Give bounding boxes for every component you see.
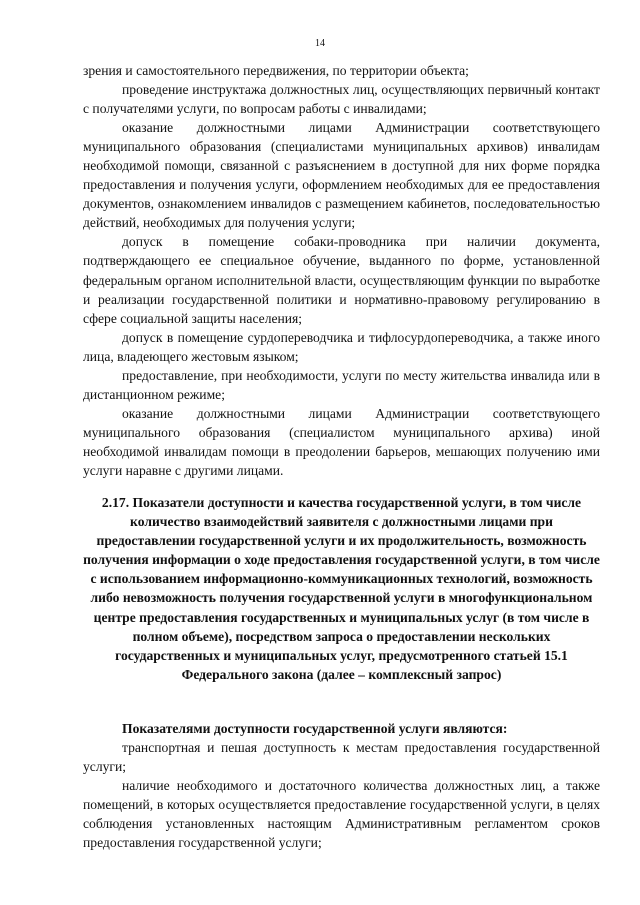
paragraph: допуск в помещение собаки-проводника при наличии документа, подтверждающего ее специальное обучение, выданного по форме, установленной федеральным органом исполнительной власти, осуществляющим функции по выработке и реализации государственной политики и нормативно-правовому регулированию в сфере социальной защиты населения; [83, 234, 600, 326]
page-number: 14 [315, 38, 325, 49]
paragraph: оказание должностными лицами Администрации соответствующего муниципального образования (специалистом муниципального архива) иной необходимой инвалидам помощи в преодолении барьеров, мешающих получению ими услуги наравне с другими лицами. [83, 405, 600, 478]
indicators-heading: Показателями доступности государственной услуги являются: [122, 721, 508, 736]
text-block-bottom [83, 719, 600, 852]
paragraph: транспортная и пешая доступность к местам предоставления государственной услуги; [83, 740, 600, 775]
text-block-top [83, 61, 600, 480]
paragraph: предоставление, при необходимости, услуги по месту жительства инвалида или в дистанционном режиме; [83, 367, 600, 402]
section-heading: 2.17. Показатели доступности и качества государственной услуги, в том числе количество взаимодействий заявителя с должностными лицами при предоставлении государственной услуги и их продолжительность, возможность получения информации о ходе предоставления государственной услуги, в том числе с использованием информационно-коммуникационных технологий, возможность либо невозможность получения государственной услуги в многофункциональном центре предоставления государственных и муниципальных услуг (в том числе в полном объеме), посредством запроса о предоставлении нескольких государственных и муниципальных услуг, предусмотренного статьей 15.1 Федерального закона (далее – комплексный запрос) [83, 495, 600, 682]
paragraph: допуск в помещение сурдопереводчика и тифлосурдопереводчика, а также иного лица, владеющего жестовым языком; [83, 329, 600, 364]
paragraph: зрения и самостоятельного передвижения, по территории объекта; [83, 63, 469, 78]
paragraph: проведение инструктажа должностных лиц, осуществляющих первичный контакт с получателями услуги, по вопросам работы с инвалидами; [83, 82, 600, 117]
paragraph: оказание должностными лицами Администрации соответствующего муниципального образования (специалистами муниципальных архивов) инвалидам необходимой помощи, связанной с разъяснением в доступной для них форме порядка предоставления и получения услуги, оформлением необходимых для ее предоставления документов, ознакомлением инвалидов с размещением кабинетов, последовательностью действий, необходимых для получения услуги; [83, 120, 600, 231]
paragraph: наличие необходимого и достаточного количества должностных лиц, а также помещений, в которых осуществляется предоставление государственной услуги, в целях соблюдения установленных настоящим Административным регламентом сроков предоставления государственной услуги; [83, 778, 600, 851]
